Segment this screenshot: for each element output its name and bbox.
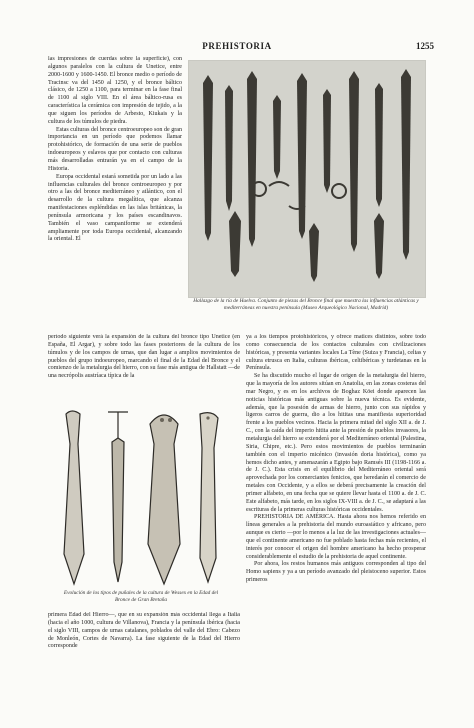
right-column [246,334,426,692]
paragraph: las impresiones de cuerdas sobre la superficie), con algunos paralelos con la cultura de Unetice, entre 2000-1600 y 1600-1450. El bronce medio o período de Tracinsc va del 1450 al 1250, y el bronce báltico clásico, de 1250 a 1100, para terminar en la fase final de 1100 al siglo VIII. En el área báltico-rusa es característica la cerámica con impresión de tejido, a la que siguen los períodos de Arbesto, Kiukais y la cultura de los túmulos de piedra. [48,56,182,125]
paragraph: Se ha discutido mucho el lugar de origen de la metalurgia del hierro, que la mayoría de los autores sitúan en Anatolia, en las zonas costeras del mar Negro, y es en los archivos de Boghaz Köei donde aparecen las noticias históricas más antiguas sobre la nueva técnica. Es evidente, además, que la posesión de armas de hierro, junto con sus rápidos y ligeros carros de guerra, dio a los hititas una manifiesta superioridad frente a los pueblos vecinos. Hacia la primera mitad del siglo XII a. de J. C., con la caída del imperio hitita ante la presión de pueblos invasores, la metalurgia del hierro se extenderá por el Mediterráneo oriental (Palestina, Siria, Chipre, etc.). Pero estos movimientos de pueblos terminarán también con el imperio micénico (invasión doria histórica), como ya hemos dicho antes, y amenazarán a Egipto bajo Ramsés III (1198-1166 a. de J. C.). Esta crisis en el equilibrio del Mediterráneo oriental será aprovechada por los comerciantes fenicios, que heredarán el comercio de metales con Occidente, y a ellos se deberá precisamente la creación del primer alfabeto, en una fecha que se quiere llevar hasta el 1100 a. de J. C. Este alfabeto, más tarde, en los siglos IX-VIII a. de J. C., se adaptará a las escrituras de la primeras culturas históricas occidentales. [246,373,426,513]
paragraph: período siguiente verá la expansión de la cultura del bronce tipo Unetice (en España, El Argar), y sobre todo las fases posteriores de la cultura de los túmulos y de los campos de urnas, que dan lugar a amplios movimientos de pueblos del grupo indoeuropeo, marcando el final de la Edad del Bronce y el comienzo de la metalurgia del hierro, con su fase más antigua de Hallstatt —de una necrópolis austríaca típica de la [48,334,240,380]
left-column-top [48,56,182,374]
bronze-weapons-illustration [189,61,425,297]
paragraph: Estas culturas del bronce centroeuropeo son de gran importancia en un período que podemos llamar protohistórico, de formación de una serie de pueblos indoeuropeos y eslavos que por contacto con culturas más desarrolladas entrarán ya en el campo de la Historia. [48,126,182,172]
left-column-middle [48,334,240,398]
left-column-bottom [48,612,240,688]
paragraph: primera Edad del Hierro—, que en su expansión más occidental llega a Italia (hacia el año 1000, cultura de Villanova), Francia y la península ibérica (hacia el siglo VIII, campos de urnas catalanes, poblados del valle del Ebro: Cabezo de Monleón, Cortes de Navarra). La fase siguiente de la Edad del Hierro corresponde [48,612,240,650]
figure-huelva-caption: Hallazgo de la ría de Huelva. Conjunto de piezas del Bronce final que muestra las influencias atlánticas y mediterráneas en nuestra península (Museo Arqueológico Nacional, Madrid) [193,298,419,311]
figure-daggers [52,404,228,588]
figure-huelva-photo [188,60,426,298]
figure-daggers-caption: Evolución de los tipos de puñales de la cultura de Wessex en la Edad del Bronce de Gran Bretaña [63,590,219,603]
paragraph: PREHISTORIA DE AMÉRICA. Hasta ahora nos hemos referido en líneas generales a la prehistoria del mundo euroasiático y africano, pero aunque es cierto —por lo menos a la luz de las investigaciones actuales— que el continente americano no fue poblado hasta fechas más recientes, el interés por conocer el origen del hombre americano ha hecho prosperar considerablemente el estudio de la prehistoria de aquel continente. [246,514,426,560]
page-number: 1255 [416,41,434,51]
wessex-daggers-illustration [52,404,228,588]
paragraph: Europa occidental estará sometida por un lado a las influencias culturales del bronce centroeuropeo y por otro a las del bronce mediterráneo y atlántico, con el desarrollo de la cultura megalítica, que alcanza manifestaciones espléndidas en las islas británicas, la península armoricana y los países escandinavos. También el vaso campaniforme se extenderá ampliamente por toda Europa occidental, alcanzando la oriental. El [48,173,182,243]
running-title: PREHISTORIA [202,41,272,51]
paragraph: Por ahora, los restos humanos más antiguos corresponden al tipo del Homo sapiens y ya a un período avanzado del pleistoceno superior. Estos primeros [246,561,426,584]
paragraph: ya a los tiempos protohistóricos, y ofrece matices distintos, sobre todo como consecuencia de los contactos culturales con civilizaciones históricas, y presenta variantes locales La Tène (Suiza y Francia), celtas y cultura etrusca en Italia, culturas ibéricas, celtibéricas y turdetanas en la Península. [246,334,426,372]
